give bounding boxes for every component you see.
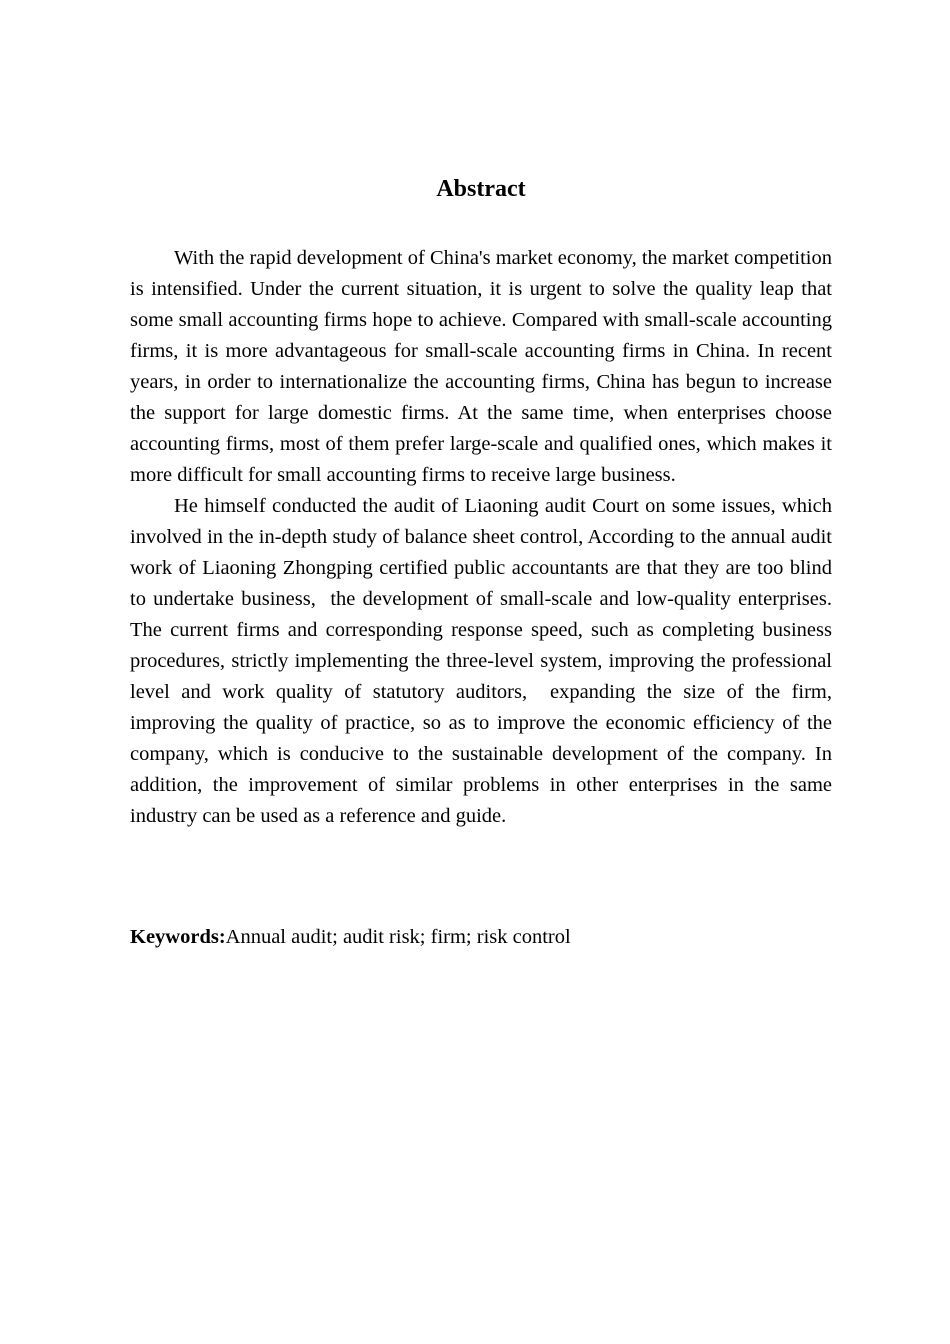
abstract-paragraph-1: With the rapid development of China's market economy, the market competition is intensified. Under the current situation, it is urgent to solve the quality leap that some small accounting firms hope to achieve. Compared with small-scale accounting firms, it is more advantageous for small-scale accounting firms in China. In recent years, in order to internationalize the accounting firms, China has begun to increase the support for large domestic firms. At the same time, when enterprises choose accounting firms, most of them prefer large-scale and qualified ones, which makes it more difficult for small accounting firms to receive large business. [130, 247, 838, 486]
keywords-text: Annual audit; audit risk; firm; risk control [225, 926, 571, 948]
abstract-body [130, 243, 838, 832]
abstract-paragraph-2: He himself conducted the audit of Liaoning audit Court on some issues, which involved in the in-depth study of balance sheet control, According to the annual audit work of Liaoning Zhongping certified public accountants are that they are too blind to undertake business, the development of small-scale and low-quality enterprises. The current firms and corresponding response speed, such as completing business procedures, strictly implementing the three-level system, improving the professional level and work quality of statutory auditors, expanding the size of the firm, improving the quality of practice, so as to improve the economic efficiency of the company, which is conducive to the sustainable development of the company. In addition, the improvement of similar problems in other enterprises in the same industry can be used as a reference and guide. [130, 495, 838, 827]
keywords-label: Keywords: [130, 926, 226, 948]
page-title: Abstract [436, 176, 526, 202]
keywords-line [130, 922, 832, 953]
